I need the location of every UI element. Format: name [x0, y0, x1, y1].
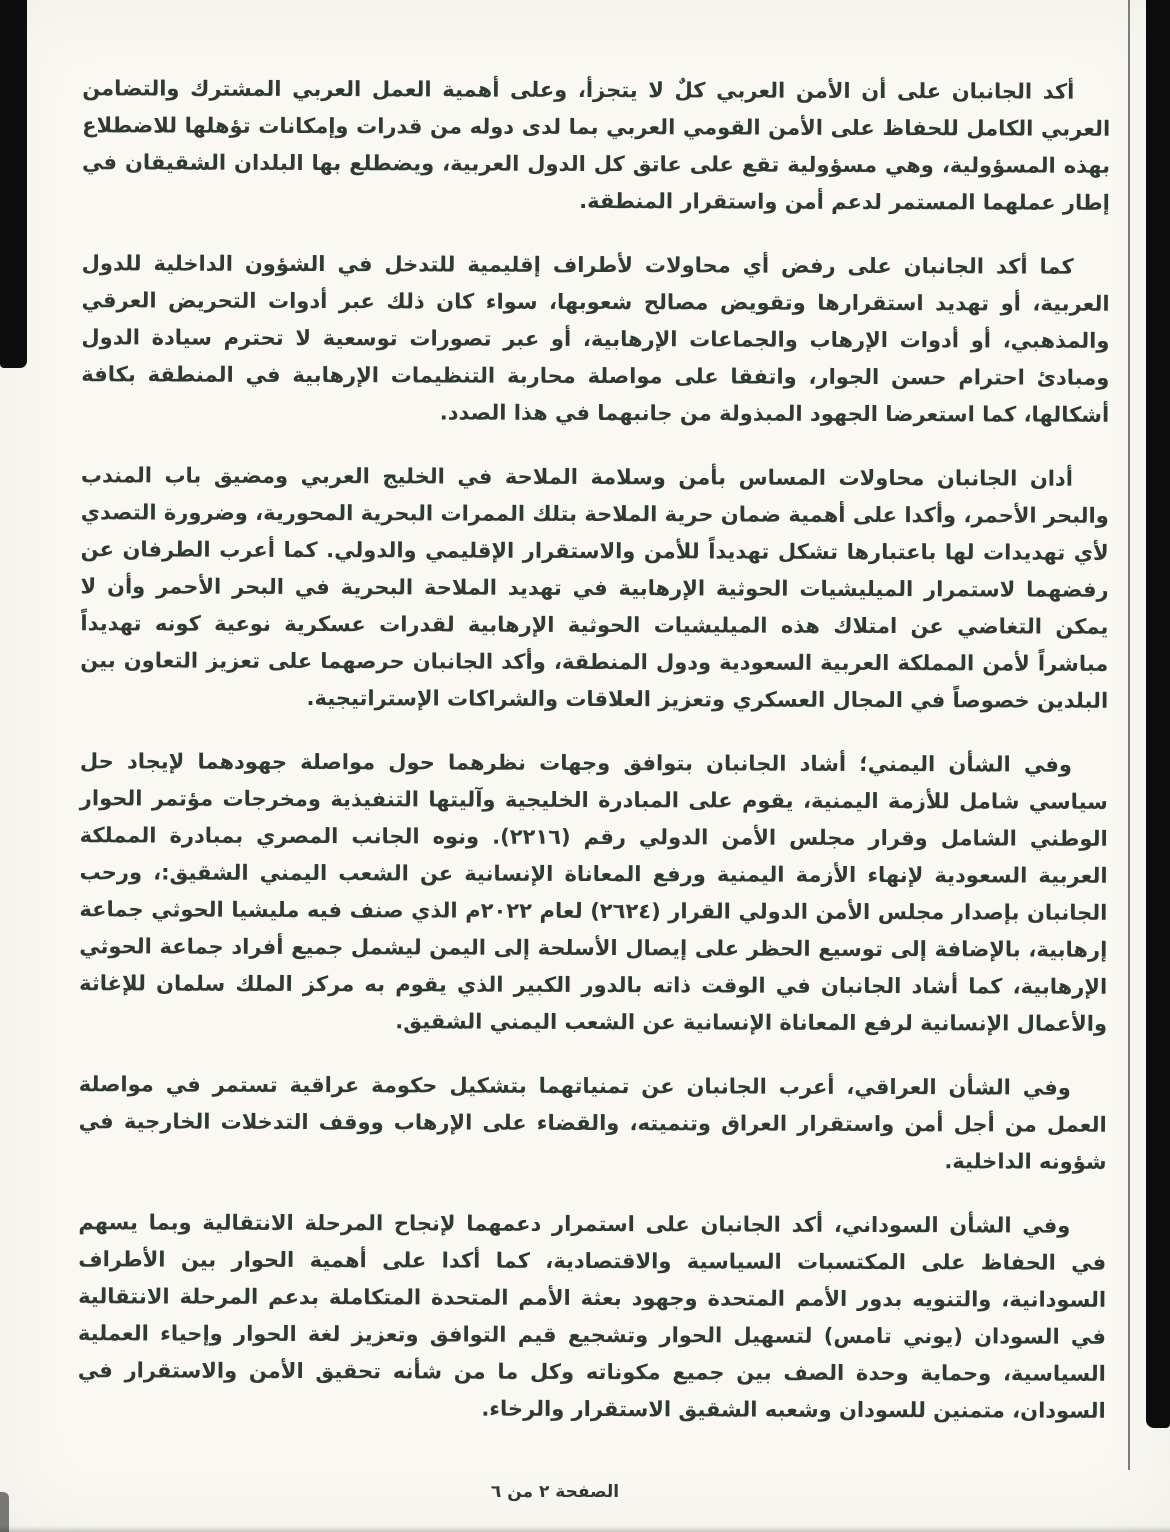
paragraph-yemen-affairs: وفي الشأن اليمني؛ أشاد الجانبان بتوافق وجهات نظرهما حول مواصلة جهودهما لإيجاد حل سياسي شامل للأزمة اليمنية، يقوم على المبادرة الخليجية وآليتها التنفيذية ومخرجات مؤتمر الحوار الوطني الشامل وقرار مجلس الأمن الدولي رقم (٢٢١٦). ونوه الجانب المصري بمبادرة المملكة العربية السعودية لإنهاء الأزمة اليمنية ورفع المعاناة الإنسانية عن الشعب اليمني الشقيق:، ورحب الجانبان بإصدار مجلس الأمن الدولي القرار (٢٦٢٤) لعام ٢٠٢٢م الذي صنف فيه مليشيا الحوثي جماعة إرهابية، بالإضافة إلى توسيع الحظر على إيصال الأسلحة إلى اليمن ليشمل جميع أفراد جماعة الحوثي الإرهابية، كما أشاد الجانبان في الوقت ذاته بالدور الكبير الذي يقوم به مركز الملك سلمان للإغاثة والأعمال الإنسانية لرفع المعاناة الإنسانية عن الشعب اليمني الشقيق.: [79, 749, 1108, 1036]
page-number-footer: الصفحة ٢ من ٦: [490, 1482, 620, 1502]
document-text-block: [78, 70, 1111, 1430]
paragraph-iraq-affairs: وفي الشأن العراقي، أعرب الجانبان عن تمنياتهما بتشكيل حكومة عراقية تستمر في مواصلة العمل من أجل أمن واستقرار العراق وتنميته، والقضاء على الإرهاب ووقف التدخلات الخارجية في شؤونه الداخلية.: [78, 1072, 1107, 1174]
scan-fold-line: [1128, 0, 1130, 1470]
paragraph-regional-interference: كما أكد الجانبان على رفض أي محاولات لأطراف إقليمية للتدخل في الشؤون الداخلية للدول العربية، أو تهديد استقرارها وتقويض مصالح شعوبها، سواء كان ذلك عبر أدوات التحريض العرقي والمذهبي، أو أدوات الإرهاب والجماعات الإرهابية، أو عبر تصورات توسعية لا تحترم سيادة الدول ومبادئ احترام حسن الجوار، واتفقا على مواصلة محاربة التنظيمات الإرهابية في المنطقة بكافة أشكالها، كما استعرضا الجهود المبذولة من جانبهما في هذا الصدد.: [81, 251, 1110, 427]
paragraph-arab-security: أكد الجانبان على أن الأمن العربي كلٌ لا يتجزأ، وعلى أهمية العمل العربي المشترك والتضامن العربي الكامل للحفاظ على الأمن القومي العربي بما لدى دوله من قدرات وإمكانات تؤهلها للاضطلاع بهذه المسؤولية، وهي مسؤولية تقع على عاتق كل الدول العربية، ويضطلع بها البلدان الشقيقان في إطار عملهما المستمر لدعم أمن واستقرار المنطقة.: [82, 76, 1111, 215]
scan-bottom-edge-shadow: [0, 1526, 1170, 1532]
scan-artifact-left-bar: [0, 0, 27, 368]
paragraph-sudan-affairs: وفي الشأن السوداني، أكد الجانبان على استمرار دعمهما لإنجاح المرحلة الانتقالية وبما يسهم في الحفاظ على المكتسبات السياسية والاقتصادية، كما أكدا على أهمية الحوار بين الأطراف السودانية، والتنويه بدور الأمم المتحدة وجهود بعثة الأمم المتحدة المتكاملة بدعم المرحلة الانتقالية في السودان (يوني تامس) لتسهيل الحوار وتشجيع قيم التوافق وتعزيز لغة الحوار وإحياء العملية السياسية، وحماية وحدة الصف بين جميع مكوناته وكل ما من شأنه تحقيق الأمن والاستقرار في السودان، متمنين للسودان وشعبه الشقيق الاستقرار والرخاء.: [77, 1210, 1107, 1423]
scan-artifact-right-bar: [1146, 0, 1170, 1428]
paragraph-maritime-security: أدان الجانبان محاولات المساس بأمن وسلامة الملاحة في الخليج العربي ومضيق باب المندب والبحر الأحمر، وأكدا على أهمية ضمان حرية الملاحة بتلك الممرات البحرية المحورية، وضرورة التصدي لأي تهديدات لها باعتبارها تشكل تهديداً للأمن والاستقرار الإقليمي والدولي. كما أعرب الطرفان عن رفضهما لاستمرار الميليشيات الحوثية الإرهابية في تهديد الملاحة البحرية في البحر الأحمر وأن لا يمكن التغاضي عن امتلاك هذه الميليشيات الحوثية الإرهابية لقدرات عسكرية نوعية كونه تهديداً مباشراً لأمن المملكة العربية السعودية ودول المنطقة، وأكد الجانبان حرصهما على تعزيز التعاون بين البلدين خصوصاً في المجال العسكري وتعزيز العلاقات والشراكات الإستراتيجية.: [80, 463, 1109, 713]
